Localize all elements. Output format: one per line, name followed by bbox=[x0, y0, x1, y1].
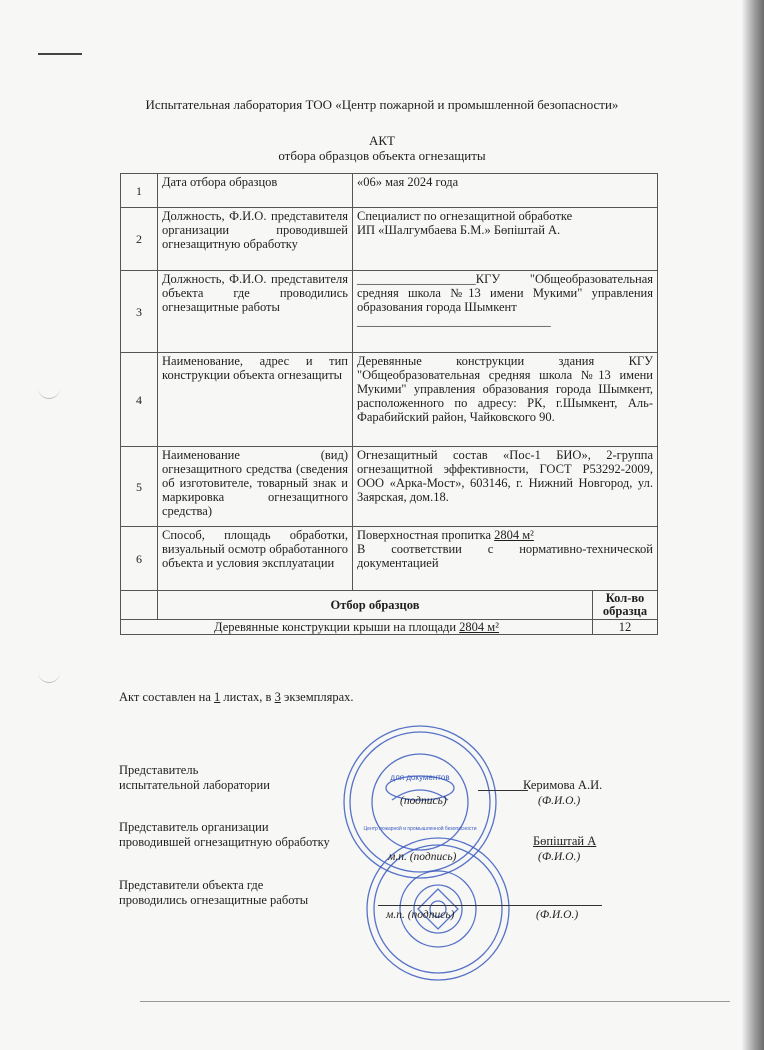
lab-title: Испытательная лаборатория ТОО «Центр пожарной и промышленной безопасности» bbox=[145, 97, 619, 112]
org-rep-label: Представитель организации проводившей огнезащитную обработку bbox=[119, 820, 330, 849]
scan-mark bbox=[38, 53, 82, 55]
mp-sign-label: м.п. (подпись) bbox=[388, 851, 457, 863]
obj-rep-label: Представители объекта где проводились огнезащитные работы bbox=[119, 878, 309, 907]
fio-label: (Ф.И.О.) bbox=[538, 795, 581, 807]
row-number: 3 bbox=[121, 271, 158, 353]
fio-label: (Ф.И.О.) bbox=[536, 909, 579, 921]
lab-rep-label: Представитель испытательной лаборатории bbox=[119, 763, 270, 792]
signature-line bbox=[378, 905, 602, 906]
row-value: «06» мая 2024 года bbox=[353, 174, 658, 208]
row-number: 1 bbox=[121, 174, 158, 208]
area-value: 2804 м² bbox=[459, 620, 499, 634]
value-line: Специалист по огнезащитной обработке bbox=[357, 209, 573, 223]
row-value bbox=[353, 208, 658, 271]
row-value: ___________________КГУ "Общеобразовательная средняя школа №13 имени Мукими" управления образования города Шымкент _______________________________ bbox=[353, 271, 658, 353]
value-line: ИП «Шалгумбаева Б.М.» Бөпіштай А. bbox=[357, 223, 561, 237]
blank-line: ___________________ bbox=[357, 272, 476, 286]
copies-count: 3 bbox=[274, 690, 281, 704]
punch-hole-mark bbox=[38, 672, 60, 683]
row-number: 5 bbox=[121, 447, 158, 527]
table-row bbox=[121, 353, 658, 447]
blank-line: _______________________________ bbox=[357, 314, 551, 328]
row-label: Должность, Ф.И.О. представителя объекта где проводились огнезащитные работы bbox=[158, 271, 353, 353]
signature-line bbox=[478, 790, 528, 791]
row-label: Должность, Ф.И.О. представителя организации проводившей огнезащитную обработку bbox=[158, 208, 353, 271]
act-table bbox=[120, 173, 658, 635]
act-copies-statement: Акт составлен на 1 листах, в 3 экземплярах. bbox=[119, 690, 354, 704]
sampling-header: Отбор образцов bbox=[158, 591, 593, 620]
mp-sign-label: м.п. (подпись) bbox=[386, 909, 455, 921]
table-row bbox=[121, 447, 658, 527]
qty-header: Кол-во образца bbox=[593, 591, 658, 620]
row-number: 2 bbox=[121, 208, 158, 271]
page-bottom-line bbox=[140, 1001, 730, 1002]
doc-subtitle: отбора образцов объекта огнезащиты bbox=[278, 148, 486, 163]
area-value: 2804 м² bbox=[494, 528, 534, 542]
lab-rep-name: Керимова А.И. bbox=[523, 778, 603, 792]
sheets-count: 1 bbox=[214, 690, 221, 704]
table-row bbox=[121, 174, 658, 208]
sample-qty: 12 bbox=[593, 620, 658, 635]
doc-title: АКТ bbox=[369, 133, 395, 148]
seal-text-mid: Центр пожарной и промышленной безопасности bbox=[363, 826, 477, 832]
row-label: Наименование, адрес и тип конструкции объекта огнезащиты bbox=[158, 353, 353, 447]
table-row bbox=[121, 527, 658, 591]
row-number: 4 bbox=[121, 353, 158, 447]
fio-label: (Ф.И.О.) bbox=[538, 851, 581, 863]
table-row bbox=[121, 208, 658, 271]
sampling-header-row bbox=[121, 591, 658, 620]
punch-hole-mark bbox=[38, 388, 60, 399]
row-label: Дата отбора образцов bbox=[158, 174, 353, 208]
table-row bbox=[121, 271, 658, 353]
sign-label: (подпись) bbox=[400, 795, 447, 807]
seal-text-top: для документов bbox=[390, 773, 450, 782]
sampling-item: Деревянные конструкции крыши на площади 2804 м² bbox=[121, 620, 593, 635]
row-number: 6 bbox=[121, 527, 158, 591]
row-value: Деревянные конструкции здания КГУ "Общеобразовательная средняя школа №13 имени Мукими" управления образования города Шымкент, расположенного по адресу: РК, г.Шымкент, Аль-Фарабийский район, Чайковского 90. bbox=[353, 353, 658, 447]
sampling-row bbox=[121, 620, 658, 635]
row-label: Способ, площадь обработки, визуальный осмотр обработанного объекта и условия эксплуатации bbox=[158, 527, 353, 591]
row-label: Наименование (вид) огнезащитного средства (сведения об изготовителе, товарный знак и маркировка огнезащитного средства) bbox=[158, 447, 353, 527]
org-rep-name: Бөпіштай А bbox=[533, 834, 597, 848]
value-line: В соответствии с нормативно-технической документацией bbox=[357, 542, 653, 570]
row-value: Поверхностная пропитка 2804 м² В соответствии с нормативно-технической документацией bbox=[353, 527, 658, 591]
row-value: Огнезащитный состав «Пос-1 БИО», 2-группа огнезащитной эффективности, ГОСТ Р53292-2009, ООО «Арка-Мост», 603146, г. Нижний Новгород, ул. Заярская, дом.18. bbox=[353, 447, 658, 527]
